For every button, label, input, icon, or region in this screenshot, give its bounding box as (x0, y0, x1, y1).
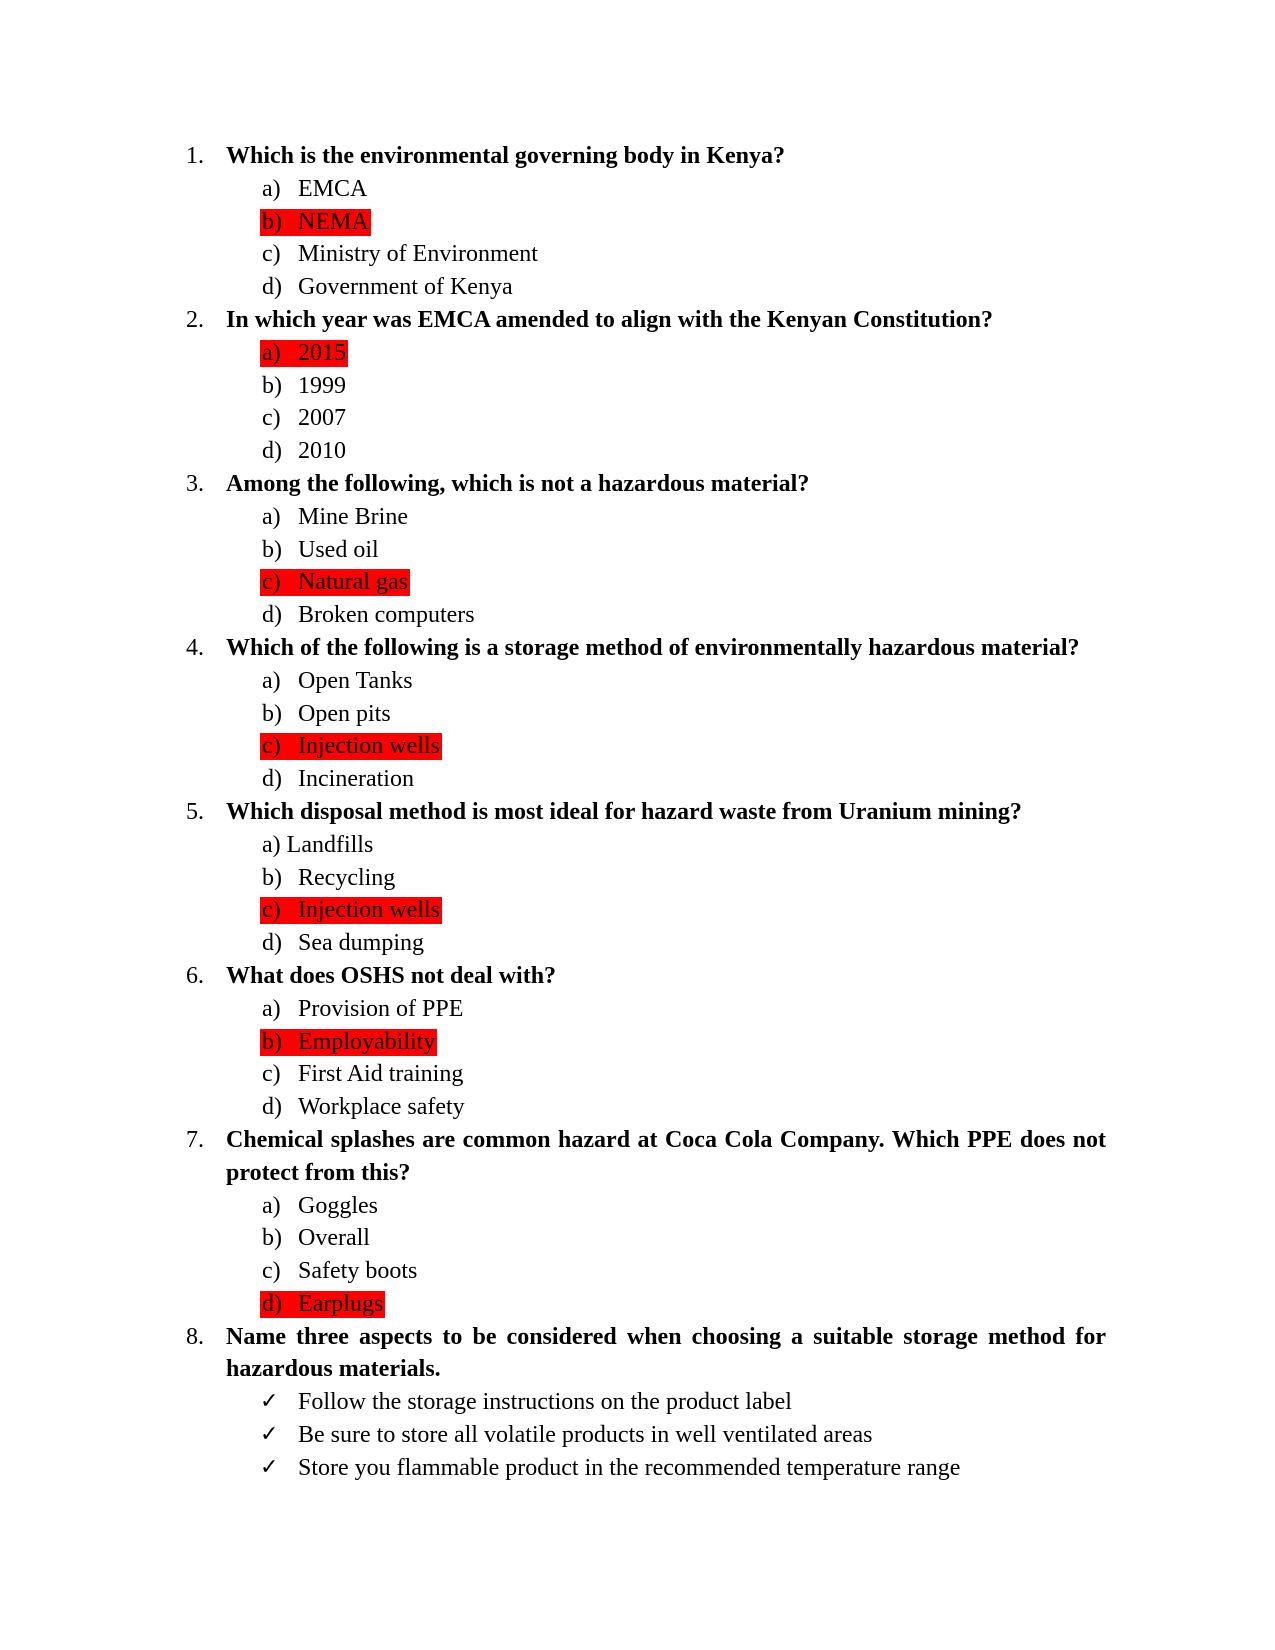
answer-item (0, 1419, 1275, 1452)
answer-text: Follow the storage instructions on the product label (298, 1389, 792, 1416)
option-text: Landfills (286, 831, 374, 858)
option-item (0, 862, 1275, 895)
option-text: 1999 (298, 372, 346, 399)
option-item (0, 370, 1275, 403)
option-item (0, 993, 1275, 1026)
option-item (0, 1026, 1275, 1059)
question-1 (0, 140, 1275, 304)
option-item (0, 698, 1275, 731)
answer-list (0, 1386, 1275, 1484)
option-item (0, 402, 1275, 435)
option-item (0, 501, 1275, 534)
question-2 (0, 304, 1275, 468)
quiz-document (0, 140, 1275, 1485)
option-text: Natural gas (298, 569, 408, 596)
option-item (0, 763, 1275, 796)
option-body (262, 373, 348, 400)
options-list (0, 173, 1275, 304)
option-letter: c) (262, 733, 281, 760)
option-item (0, 534, 1275, 567)
option-text: Employability (298, 1028, 436, 1055)
question-label: Among the following, which is not a hazardous material? (226, 470, 810, 497)
option-item (0, 599, 1275, 632)
question-text (0, 632, 1106, 665)
option-body (262, 438, 348, 465)
option-text: First Aid training (298, 1061, 464, 1088)
option-letter: b) (262, 864, 282, 891)
option-text: Provision of PPE (298, 995, 464, 1022)
option-letter: b) (262, 1028, 282, 1055)
question-label: Which disposal method is most ideal for hazard waste from Uranium mining? (226, 798, 1022, 825)
option-letter: c) (262, 1061, 281, 1088)
option-letter: c) (262, 241, 281, 268)
question-6 (0, 960, 1275, 1124)
question-label: Which of the following is a storage method of environmentally hazardous material? (226, 634, 1080, 661)
correct-answer-highlight (260, 1029, 437, 1056)
option-body (262, 241, 540, 268)
option-body (262, 176, 369, 203)
options-list (0, 1190, 1275, 1321)
question-number: 4. (186, 634, 204, 661)
question-text (0, 304, 1106, 337)
option-letter: c) (262, 569, 281, 596)
option-item (0, 730, 1275, 763)
option-body (262, 1225, 372, 1252)
options-list (0, 337, 1275, 468)
option-letter: d) (262, 602, 282, 629)
option-letter: c) (262, 405, 281, 432)
option-text: Earplugs (298, 1290, 384, 1317)
correct-answer-highlight (260, 897, 442, 924)
option-letter: d) (262, 438, 282, 465)
option-body (262, 865, 397, 892)
option-body (262, 930, 426, 957)
option-body (262, 405, 348, 432)
option-body (262, 766, 416, 793)
option-body (262, 602, 477, 629)
option-text: Safety boots (298, 1258, 418, 1285)
option-letter: d) (262, 1290, 282, 1317)
question-number: 7. (186, 1126, 204, 1153)
option-text: Ministry of Environment (298, 241, 538, 268)
checkmark-icon: ✓ (260, 1454, 279, 1480)
correct-answer-highlight (260, 569, 410, 596)
option-letter: b) (262, 208, 282, 235)
option-text: 2007 (298, 405, 346, 432)
option-body (262, 701, 393, 728)
question-number: 8. (186, 1323, 204, 1350)
option-item (0, 1255, 1275, 1288)
option-text: Workplace safety (298, 1094, 465, 1121)
option-text: Used oil (298, 536, 379, 563)
question-number: 2. (186, 306, 204, 333)
options-list (0, 665, 1275, 796)
answer-text: Be sure to store all volatile products in well ventilated areas (298, 1422, 873, 1449)
option-text: Goggles (298, 1192, 378, 1219)
option-item (0, 238, 1275, 271)
option-letter: a) (262, 503, 281, 530)
option-letter: d) (262, 274, 282, 301)
option-item (0, 173, 1275, 206)
option-body (262, 832, 375, 859)
question-4 (0, 632, 1275, 796)
question-label: Name three aspects to be considered when choosing a suitable storage method for hazardous materials. (226, 1323, 1106, 1383)
option-item (0, 337, 1275, 370)
question-number: 1. (186, 143, 204, 169)
option-text: Open Tanks (298, 667, 413, 694)
question-label: Which is the environmental governing body in Kenya? (226, 143, 785, 169)
option-letter: d) (262, 1094, 282, 1121)
option-text: Overall (298, 1225, 370, 1252)
option-text: 2010 (298, 438, 346, 465)
option-item (0, 927, 1275, 960)
option-item (0, 435, 1275, 468)
question-text (0, 1124, 1106, 1190)
option-body (262, 996, 465, 1023)
question-8 (0, 1321, 1275, 1485)
option-item (0, 1058, 1275, 1091)
option-body (262, 1061, 465, 1088)
option-letter: a) (262, 175, 281, 202)
correct-answer-highlight (260, 733, 442, 760)
checkmark-icon: ✓ (260, 1422, 279, 1448)
option-text: Incineration (298, 766, 414, 793)
option-body (262, 274, 515, 301)
correct-answer-highlight (260, 209, 371, 236)
answer-item (0, 1452, 1275, 1485)
question-number: 5. (186, 798, 204, 825)
option-letter: a) (262, 995, 281, 1022)
question-text (0, 796, 1106, 829)
question-text (0, 140, 1106, 173)
question-number: 6. (186, 962, 204, 989)
question-text (0, 468, 1106, 501)
question-label: What does OSHS not deal with? (226, 962, 557, 989)
option-item (0, 829, 1275, 862)
question-text (0, 1321, 1106, 1387)
option-letter: b) (262, 1225, 282, 1252)
answer-item (0, 1386, 1275, 1419)
option-body (262, 504, 410, 531)
correct-answer-highlight (260, 1291, 385, 1318)
option-letter: d) (262, 766, 282, 793)
option-text: EMCA (298, 175, 368, 202)
option-text: NEMA (298, 208, 369, 235)
option-text: Broken computers (298, 602, 475, 629)
option-letter: a) (262, 667, 281, 694)
correct-answer-highlight (260, 340, 348, 367)
question-7 (0, 1124, 1275, 1321)
option-letter: d) (262, 930, 282, 957)
option-item (0, 566, 1275, 599)
option-letter: c) (262, 1258, 281, 1285)
options-list (0, 501, 1275, 632)
question-label: In which year was EMCA amended to align with the Kenyan Constitution? (226, 306, 993, 333)
option-item (0, 1091, 1275, 1124)
option-item (0, 271, 1275, 304)
option-item (0, 206, 1275, 239)
option-text: Recycling (298, 864, 396, 891)
option-text: Sea dumping (298, 930, 424, 957)
option-text: Injection wells (298, 733, 440, 760)
option-text: Injection wells (298, 897, 440, 924)
option-text: Open pits (298, 700, 391, 727)
option-body (262, 537, 381, 564)
option-letter: a) (262, 1192, 281, 1219)
option-item (0, 894, 1275, 927)
option-letter: a) (262, 831, 281, 858)
option-text: 2015 (298, 339, 346, 366)
question-label: Chemical splashes are common hazard at Coca Cola Company. Which PPE does not protect from this? (226, 1126, 1106, 1186)
option-item (0, 665, 1275, 698)
option-letter: a) (262, 339, 281, 366)
option-body (262, 1258, 419, 1285)
option-body (262, 1193, 380, 1220)
option-item (0, 1222, 1275, 1255)
question-3 (0, 468, 1275, 632)
option-body (262, 1094, 467, 1121)
option-text: Government of Kenya (298, 274, 513, 301)
option-letter: b) (262, 536, 282, 563)
question-text (0, 960, 1106, 993)
answer-text: Store you flammable product in the recommended temperature range (298, 1454, 961, 1481)
question-number: 3. (186, 470, 204, 497)
option-letter: c) (262, 897, 281, 924)
option-item (0, 1288, 1275, 1321)
question-5 (0, 796, 1275, 960)
option-item (0, 1190, 1275, 1223)
options-list (0, 829, 1275, 960)
option-body (262, 668, 415, 695)
option-text: Mine Brine (298, 503, 408, 530)
checkmark-icon: ✓ (260, 1389, 279, 1415)
option-letter: b) (262, 700, 282, 727)
options-list (0, 993, 1275, 1124)
option-letter: b) (262, 372, 282, 399)
